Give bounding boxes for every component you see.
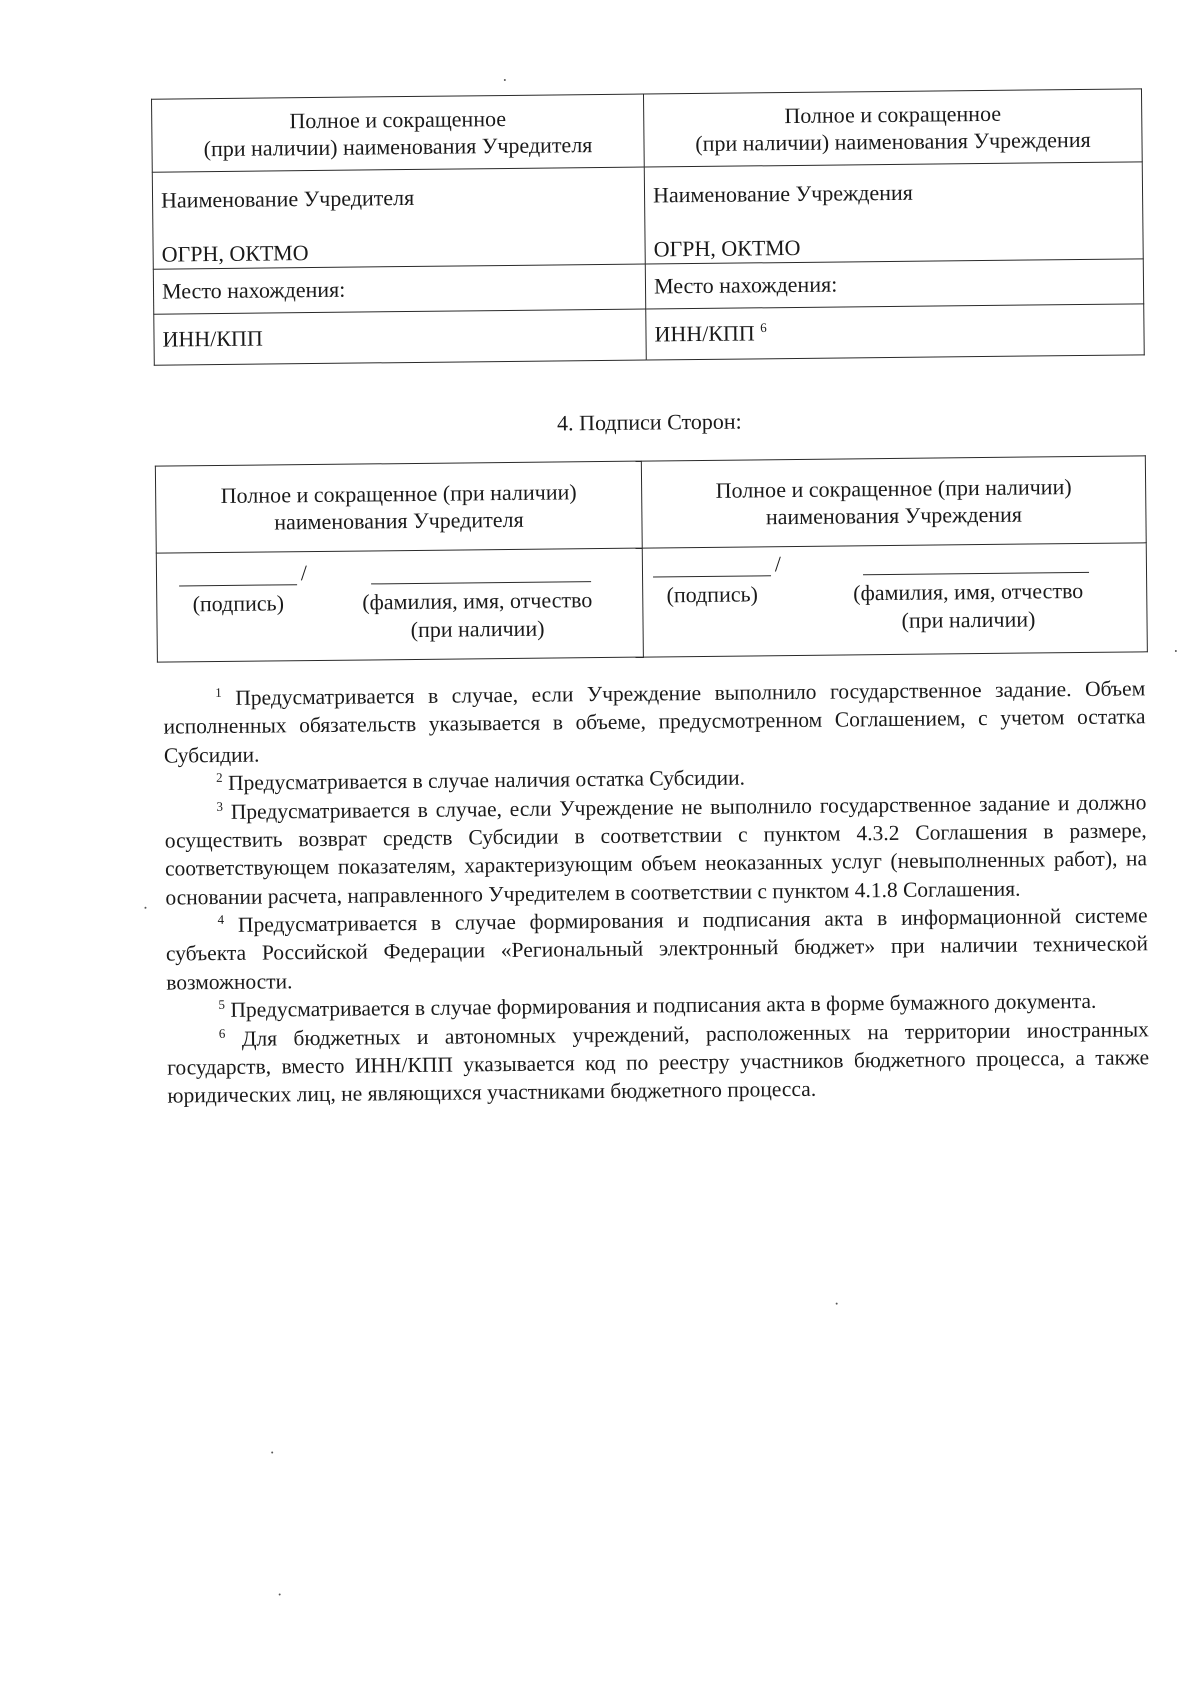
footnote-3-text: Предусматривается в случае, если Учреждение не выполнило государственное задание и должно осуществить возврат средств Субсидии в соответствии с пунктом 4.3.2 Соглашения в размере, соответствующем показателям, характеризующим объем неоказанных услуг (невыполненных работ), на основании расчета, направленного Учредителем в соответствии с пунктом 4.1.8 Соглашения. [164, 789, 1148, 910]
institution-signature-cell [642, 543, 1147, 657]
institution-name: Наименование Учреждения [652, 179, 913, 208]
institution-signature-label: (подпись) [666, 581, 759, 608]
scan-speck [271, 1452, 273, 1454]
founder-address: Место нахождения: [153, 264, 645, 314]
footnote-4-text: Предусматривается в случае формирования и подписания акта в информационной системе субъекта Российской Федерации «Региональный электронный бюджет» при наличии технической возможности. [165, 903, 1149, 995]
founder-fio-field [357, 555, 598, 644]
signatures-row [156, 543, 1147, 662]
founder-signature-header-line2: наименования Учредителя [274, 506, 524, 535]
footnote-6 [167, 1015, 1150, 1110]
requisites-table [151, 88, 1145, 365]
institution-signature-field [653, 549, 782, 609]
scan-speck [504, 79, 506, 81]
requisites-inn-row [154, 304, 1144, 365]
institution-header-cell [643, 89, 1142, 167]
footnote-2-mark: 2 [216, 769, 223, 786]
founder-header-line2: (при наличии) наименования Учредителя [203, 132, 593, 162]
founder-signature-field [179, 558, 308, 618]
founder-signature-line [179, 558, 308, 586]
scan-speck [279, 1593, 281, 1595]
footnote-3 [164, 788, 1147, 912]
footnote-ref-6: 6 [760, 320, 767, 336]
requisites-name-row [152, 162, 1143, 269]
footnotes [163, 674, 1149, 1110]
institution-signature-header-line2: наименования Учреждения [765, 501, 1023, 530]
founder-inn: ИНН/КПП [154, 309, 647, 365]
founder-fio-line [371, 555, 591, 584]
institution-fio-line [863, 546, 1089, 575]
footnote-5-mark: 5 [218, 996, 226, 1013]
institution-header-line1: Полное и сокращенное [784, 100, 1002, 128]
founder-signature-slash: / [300, 559, 308, 585]
founder-signature-header [155, 461, 642, 553]
founder-fio-label-line2: (при наличии) [410, 615, 545, 642]
footnote-1-text: Предусматривается в случае, если Учреждение выполнило государственное задание. Объем исполненных обязательств указывается в объеме, предусмотренном Соглашением, с учетом остатка Субсидии. [163, 676, 1146, 768]
institution-header-line2: (при наличии) наименования Учреждения [695, 126, 1091, 157]
institution-address: Место нахождения: [645, 259, 1143, 309]
footnote-5-text: Предусматривается в случае формирования и подписания акта в форме бумажного документа. [230, 988, 1097, 1023]
founder-ogrn: ОГРН, ОКТМО [161, 239, 309, 267]
institution-inn: ИНН/КПП [654, 320, 755, 347]
institution-fio-field [837, 546, 1100, 635]
institution-signature-line [653, 549, 782, 577]
institution-signature-header-line1: Полное и сокращенное (при наличии) [715, 473, 1072, 503]
institution-ogrn: ОГРН, ОКТМО [653, 234, 801, 261]
founder-fio-label-line1: (фамилия, имя, отчество [362, 587, 593, 615]
footnote-6-text: Для бюджетных и автономных учреждений, расположенных на территории иностранных государств, вместо ИНН/КПП указывается код по реестру участников бюджетного процесса, а также юридических лиц, не являющихся участниками бюджетного процесса. [167, 1016, 1150, 1108]
footnote-6-mark: 6 [218, 1025, 226, 1041]
signatures-header-row [155, 456, 1146, 553]
institution-signature-header [641, 456, 1146, 548]
institution-name-cell [644, 162, 1143, 264]
founder-name-cell [152, 167, 645, 269]
footnote-4 [166, 901, 1149, 996]
footnote-3-mark: 3 [216, 798, 223, 814]
requisites-header-row [152, 89, 1143, 172]
institution-inn-cell [646, 304, 1145, 360]
institution-fio-label-line2: (при наличии) [901, 605, 1036, 633]
founder-signature-label: (подпись) [192, 590, 285, 617]
footnote-1 [163, 674, 1146, 769]
scan-speck [1175, 650, 1177, 652]
footnote-1-mark: 1 [215, 684, 222, 700]
signatures-section-title: 4. Подписи Сторон: [556, 408, 742, 436]
founder-header-line1: Полное и сокращенное [289, 105, 507, 133]
footnote-4-mark: 4 [217, 911, 225, 927]
founder-header-cell [152, 94, 645, 172]
institution-signature-slash: / [774, 550, 782, 576]
founder-signature-cell [156, 548, 643, 662]
founder-name: Наименование Учредителя [160, 184, 415, 213]
scan-speck [836, 1303, 838, 1305]
institution-fio-label-line1: (фамилия, имя, отчество [853, 577, 1084, 606]
footnote-2-text: Предусматривается в случае наличия остатка Субсидии. [227, 765, 746, 796]
scan-speck [144, 907, 146, 909]
founder-signature-header-line1: Полное и сокращенное (при наличии) [220, 478, 577, 508]
signatures-table [155, 455, 1148, 662]
